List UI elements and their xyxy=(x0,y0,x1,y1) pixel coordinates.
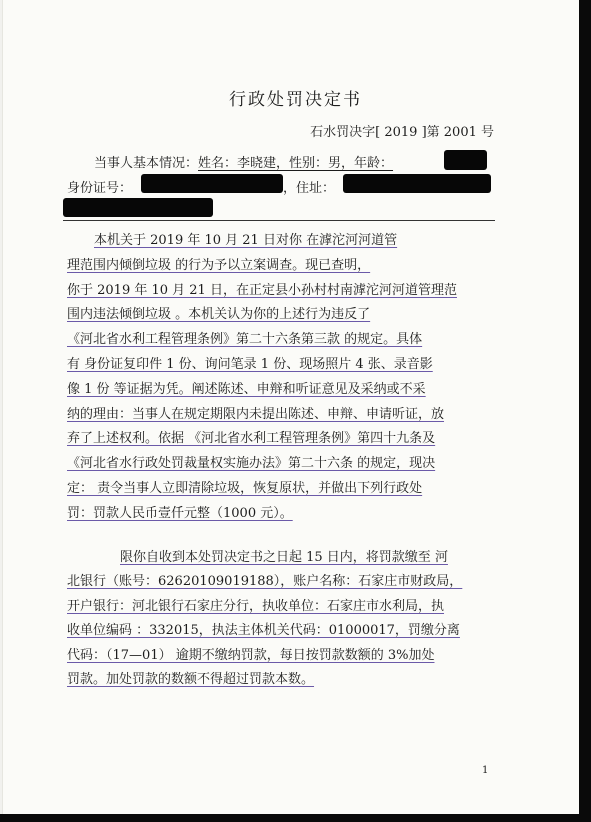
text-line: 《河北省水利工程管理条例》第二十六条第三款 的规定。具体 xyxy=(67,332,423,348)
id-line xyxy=(67,177,132,196)
redaction-id xyxy=(141,174,283,193)
text-line: 本机关于 2019 年 10 月 21 日对你 在滹沱河河道管 xyxy=(94,233,398,248)
text-line: 定： 责令当事人立即清除垃圾，恢复原状，并做出下列行政处 xyxy=(67,481,423,496)
scanner-edge xyxy=(579,0,591,822)
text-line: 限你自收到本处罚决定书之日起 15 日内，将罚款缴至 河 xyxy=(120,550,448,565)
page-number: 1 xyxy=(482,765,489,776)
redaction-age xyxy=(444,150,487,170)
party-info-line xyxy=(94,152,393,171)
scanner-bottom-edge xyxy=(0,814,591,822)
text-line: 北银行（账号：62620109019188），账户名称：石家庄市财政局， xyxy=(67,574,463,590)
text-line: 代码：（17—01） 逾期不缴纳罚款，每日按罚款数额的 3%加处 xyxy=(67,647,435,663)
text-line: 开户银行：河北银行石家庄分行，执收单位：石家庄市水利局，执 xyxy=(67,598,445,614)
document-title: 行政处罚决定书 xyxy=(229,90,362,110)
text-line: 收单位编码 ：332015，执法主体机关代码：01000017，罚缴分离 xyxy=(67,623,460,639)
text-line: 理范围内倾倒垃圾 的行为予以立案调查。现已查明， xyxy=(67,257,371,273)
redaction-address-1 xyxy=(343,174,491,193)
address-underline xyxy=(63,220,495,221)
text-line: 罚：罚款人民币壹仟元整（1000 元）。 xyxy=(67,505,293,521)
text-line: 《河北省水行政处罚裁量权实施办法》第二十六条 的规定，现决 xyxy=(67,456,436,472)
text-line: 有 身份证复印件 1 份、询问笔录 1 份、现场照片 4 张、录音影 xyxy=(67,357,433,372)
document-number: 石水罚决字[ 2019 ]第 2001 号 xyxy=(310,125,494,140)
text-line: 罚款。加处罚款的数额不得超过罚款本数。 xyxy=(67,672,315,687)
redaction-address-2 xyxy=(63,198,213,217)
text-line: 弃了上述权利。依据 《河北省水利工程管理条例》第四十九条及 xyxy=(67,431,436,447)
address-label: ，住址： xyxy=(283,181,336,196)
party-info-value: 姓名：李晓建，性别：男，年龄： xyxy=(198,156,394,171)
party-info-label: 当事人基本情况： xyxy=(94,156,199,171)
text-line: 围内违法倾倒垃圾 。本机关认为你的上述行为违反了 xyxy=(67,307,371,323)
text-line: 像 1 份 等证据为凭。阐述陈述、申辩和听证意见及采纳或不采 xyxy=(67,381,426,397)
text-line: 你于 2019 年 10 月 21 日，在正定县小孙村村南滹沱河河道管理范 xyxy=(67,282,457,298)
text-line: 纳的理由：当事人在规定期限内未提出陈述、申辩、申请听证，放 xyxy=(67,406,445,422)
id-label: 身份证号： xyxy=(67,181,133,196)
